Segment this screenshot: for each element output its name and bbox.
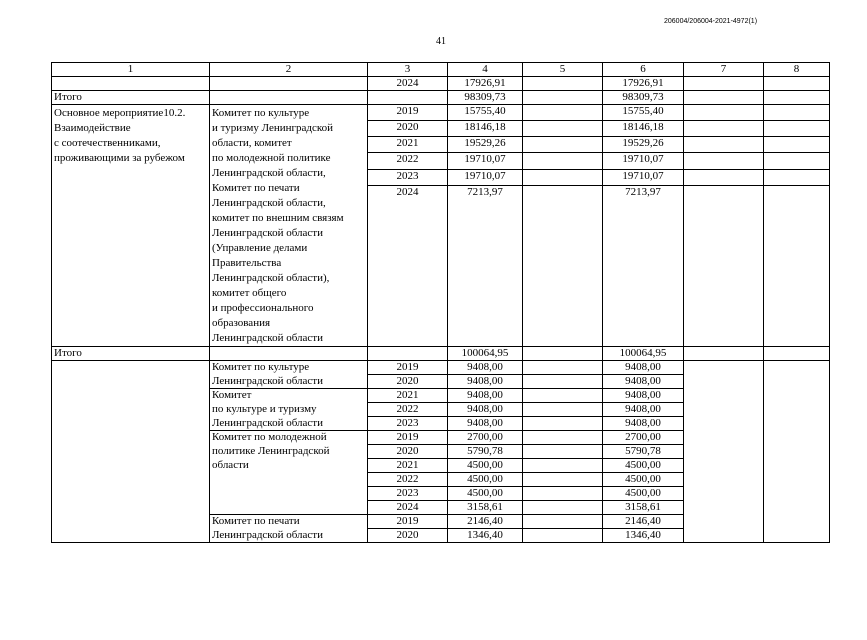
amount-cell: 9408,00 — [603, 389, 684, 403]
amount-cell: 5790,78 — [603, 445, 684, 459]
year-cell: 2020 — [368, 121, 448, 137]
amount-cell: 9408,00 — [603, 403, 684, 417]
amount-cell: 9408,00 — [448, 403, 523, 417]
executor-cell: Ленинградской области — [210, 375, 368, 389]
executor-cell — [210, 77, 368, 91]
amount-cell: 98309,73 — [603, 91, 684, 105]
amount-cell: 9408,00 — [603, 417, 684, 431]
budget-table — [51, 62, 830, 543]
column-header: 4 — [448, 63, 523, 77]
column-header: 5 — [523, 63, 603, 77]
column-header: 8 — [764, 63, 830, 77]
executor-cell: Комитет — [210, 389, 368, 403]
year-cell: 2024 — [368, 501, 448, 515]
amount-cell: 9408,00 — [448, 417, 523, 431]
executor-cell: по культуре и туризму — [210, 403, 368, 417]
executor-cell — [210, 487, 368, 501]
total-label: Итого — [52, 347, 210, 361]
amount-cell: 100064,95 — [603, 347, 684, 361]
page-number: 41 — [436, 36, 446, 47]
amount-cell: 7213,97 — [603, 185, 684, 346]
amount-cell: 4500,00 — [448, 459, 523, 473]
year-cell: 2021 — [368, 459, 448, 473]
column-header: 7 — [684, 63, 764, 77]
year-cell: 2020 — [368, 445, 448, 459]
executor-cell: Ленинградской области — [210, 529, 368, 543]
year-cell: 2023 — [368, 487, 448, 501]
amount-cell: 1346,40 — [448, 529, 523, 543]
amount-cell: 98309,73 — [448, 91, 523, 105]
executor-cell — [210, 501, 368, 515]
year-cell: 2023 — [368, 169, 448, 185]
year-cell: 2021 — [368, 137, 448, 153]
total-row — [52, 91, 830, 105]
amount-cell: 2700,00 — [603, 431, 684, 445]
amount-cell: 19710,07 — [448, 169, 523, 185]
amount-cell: 2700,00 — [448, 431, 523, 445]
year-cell: 2022 — [368, 153, 448, 169]
amount-cell: 9408,00 — [448, 361, 523, 375]
column-header: 6 — [603, 63, 684, 77]
year-cell: 2024 — [368, 77, 448, 91]
amount-cell: 4500,00 — [603, 487, 684, 501]
year-cell: 2020 — [368, 529, 448, 543]
year-cell: 2019 — [368, 105, 448, 121]
amount-cell: 4500,00 — [448, 473, 523, 487]
year-cell: 2020 — [368, 375, 448, 389]
year-cell: 2022 — [368, 403, 448, 417]
amount-cell: 19710,07 — [603, 169, 684, 185]
amount-cell: 17926,91 — [603, 77, 684, 91]
year-cell: 2019 — [368, 361, 448, 375]
executor-cell: Комитет по культуре — [210, 361, 368, 375]
amount-cell: 18146,18 — [448, 121, 523, 137]
column-header: 1 — [52, 63, 210, 77]
amount-cell: 19710,07 — [603, 153, 684, 169]
year-cell: 2023 — [368, 417, 448, 431]
amount-cell: 2146,40 — [603, 515, 684, 529]
document-id: 206004/206004-2021-4972(1) — [664, 18, 758, 25]
year-cell: 2021 — [368, 389, 448, 403]
executor-cell: Ленинградской области — [210, 417, 368, 431]
year-cell: 2019 — [368, 431, 448, 445]
table-row — [52, 361, 830, 375]
amount-cell: 4500,00 — [603, 459, 684, 473]
amount-cell: 9408,00 — [448, 375, 523, 389]
executor-cell: Комитет по печати — [210, 515, 368, 529]
event-cell — [52, 361, 210, 543]
executor-cell: области — [210, 459, 368, 473]
amount-cell: 5790,78 — [448, 445, 523, 459]
amount-cell: 15755,40 — [448, 105, 523, 121]
amount-cell: 7213,97 — [448, 185, 523, 346]
event-cell — [52, 77, 210, 91]
executor-list: Комитет по культуре и туризму Ленинградской области, комитет по молодежной политике Ленинградской области, Комитет по печати Ленинградской области, комитет по внешним связям Ленинградской области (Управление делами Правительства Ленинградской области), комитет общего и профессионального образования Ленинградской области — [210, 105, 368, 347]
amount-cell: 4500,00 — [448, 487, 523, 501]
amount-cell: 18146,18 — [603, 121, 684, 137]
year-cell: 2022 — [368, 473, 448, 487]
column-header: 2 — [210, 63, 368, 77]
amount-cell: 3158,61 — [448, 501, 523, 515]
amount-cell: 2146,40 — [448, 515, 523, 529]
total-label: Итого — [52, 91, 210, 105]
executor-cell: Комитет по молодежной — [210, 431, 368, 445]
year-cell: 2019 — [368, 515, 448, 529]
table-row — [52, 77, 830, 91]
amount-cell: 100064,95 — [448, 347, 523, 361]
amount-cell: 19529,26 — [448, 137, 523, 153]
amount-cell: 17926,91 — [448, 77, 523, 91]
amount-cell: 3158,61 — [603, 501, 684, 515]
amount-cell: 15755,40 — [603, 105, 684, 121]
amount-cell: 9408,00 — [603, 375, 684, 389]
amount-cell: 1346,40 — [603, 529, 684, 543]
amount-cell: 4500,00 — [603, 473, 684, 487]
executor-cell — [210, 473, 368, 487]
amount-cell: 9408,00 — [603, 361, 684, 375]
amount-cell: 9408,00 — [448, 389, 523, 403]
event-name: Основное мероприятие10.2. Взаимодействие с соотечественниками, проживающими за рубежом — [52, 105, 210, 347]
amount-cell: 19529,26 — [603, 137, 684, 153]
column-header: 3 — [368, 63, 448, 77]
executor-cell: политике Ленинградской — [210, 445, 368, 459]
table-row — [52, 105, 830, 121]
header-row — [52, 63, 830, 77]
total-row — [52, 347, 830, 361]
amount-cell: 19710,07 — [448, 153, 523, 169]
year-cell: 2024 — [368, 185, 448, 346]
